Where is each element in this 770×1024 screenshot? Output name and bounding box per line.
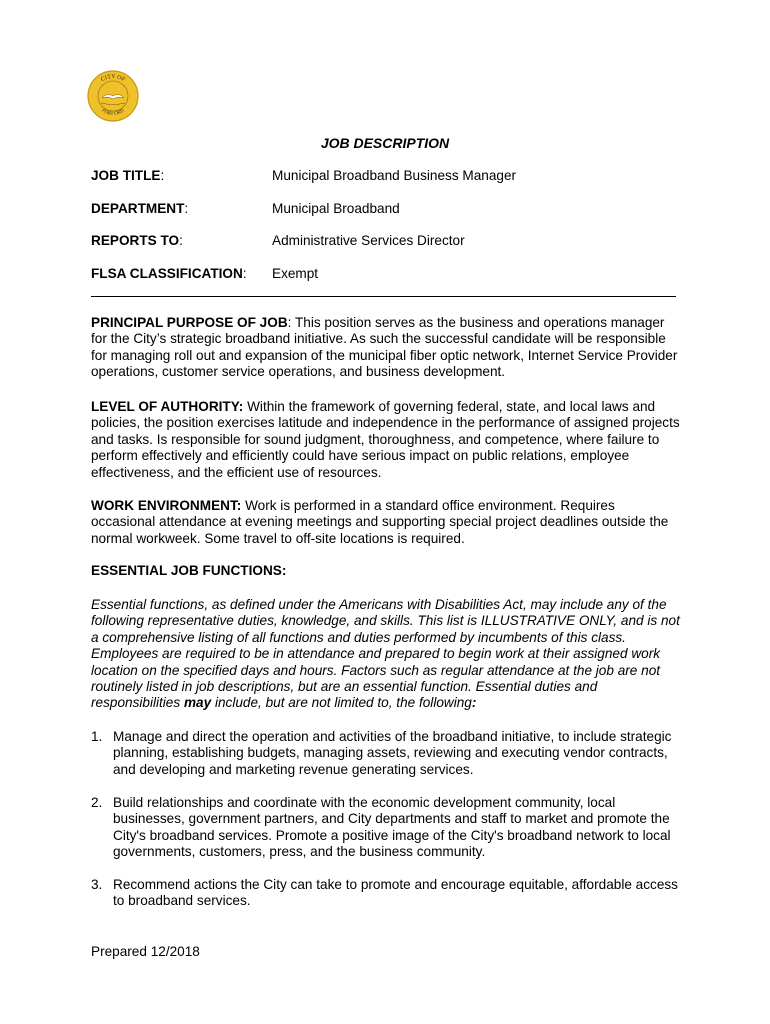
work-environment-section: [91, 498, 681, 547]
field-label: FLSA CLASSIFICATION: [91, 266, 243, 281]
field-job-title: JOB TITLE: Municipal Broadband Business Manager: [91, 168, 517, 183]
intro-colon: :: [471, 695, 477, 711]
list-text: Recommend actions the City can take to promote and encourage equitable, affordable access to broadband services.: [113, 877, 678, 909]
list-number: 3.: [91, 877, 103, 892]
field-flsa-classification: FLSA CLASSIFICATION: Exempt: [91, 266, 319, 281]
list-text: Build relationships and coordinate with the economic development community, local businesses, government partners, and City departments and staff to market and promote the City's broadband services. Promote a positive image of the City's broadband network to local governments, customers, press, and the business community.: [113, 795, 671, 860]
section-heading: PRINCIPAL PURPOSE OF JOB: [91, 315, 288, 330]
list-text: Manage and direct the operation and activities of the broadband initiative, to include strategic planning, establishing budgets, managing assets, reviewing and executing vendor contracts, and developing and marketing revenue generating services.: [113, 729, 672, 777]
field-label: JOB TITLE: [91, 168, 161, 183]
section-heading: WORK ENVIRONMENT:: [91, 498, 242, 513]
field-value: Administrative Services Director: [272, 233, 465, 248]
divider: [91, 296, 676, 297]
intro-text: Essential functions, as defined under the Americans with Disabilities Act, may include any of the following representative duties, knowledge, and skills. This list is ILLUSTRATIVE ONLY, and is not a comprehensive listing of all functions and duties performed by incumbents of this class. Employees are required to be in attendance and prepared to begin work at their assigned work location on the specified days and hours. Factors such as regular attendance at the job are not routinely listed in job descriptions, but are an essential function. Essential duties and responsibilities: [91, 597, 680, 711]
field-label: REPORTS TO: [91, 233, 180, 248]
intro-text-end: include, but are not limited to, the following: [214, 695, 472, 711]
city-seal-icon: [87, 70, 139, 122]
field-value: Municipal Broadband: [272, 201, 400, 216]
section-text: Within the framework of governing federal, state, and local laws and policies, the position exercises latitude and independence in the performance of assigned projects and tasks. Is responsible for sound judgment, thoroughness, and competence, where failure to perform effectively and efficiently could have serious impact on public relations, employee effectiveness, and the efficient use of resources.: [91, 399, 680, 480]
intro-emphasis: may: [183, 695, 212, 711]
field-value: Exempt: [272, 266, 319, 281]
field-value: Municipal Broadband Business Manager: [272, 168, 517, 183]
list-number: 1.: [91, 729, 103, 744]
list-number: 2.: [91, 795, 103, 810]
section-text: This position serves as the business and operations manager for the City’s strategic broadband initiative. As such the successful candidate will be responsible for managing roll out and expansion of the municipal fiber optic network, Internet Service Provider operations, customer service operations, and business development.: [91, 315, 678, 380]
field-reports-to: REPORTS TO: Administrative Services Director: [91, 233, 465, 248]
prepared-date: Prepared 12/2018: [91, 944, 200, 959]
principal-purpose-section: PRINCIPAL PURPOSE OF JOB: This position serves as the business and operations manager for the City’s strategic broadband initiative. As such the successful candidate will be responsible for managing roll out and expansion of the municipal fiber optic network, Internet Service Provider operations, customer service operations, and business development.: [91, 315, 678, 380]
level-of-authority-section: [91, 399, 681, 481]
section-text: Work is performed in a standard office environment. Requires occasional attendance at evening meetings and supporting special project deadlines outside the normal workweek. Some travel to off-site locations is required.: [91, 498, 669, 546]
essential-functions-intro: [91, 597, 683, 712]
seal-text-top: CITY OF: [100, 73, 126, 84]
section-heading: LEVEL OF AUTHORITY:: [91, 399, 244, 414]
field-department: DEPARTMENT: Municipal Broadband: [91, 201, 400, 216]
field-label: DEPARTMENT: [91, 201, 185, 216]
essential-functions-heading: ESSENTIAL JOB FUNCTIONS:: [91, 563, 287, 578]
seal-text-bottom: FORT ORD: [100, 108, 126, 118]
city-seal-logo: [87, 70, 139, 122]
document-title: JOB DESCRIPTION: [320, 135, 450, 151]
